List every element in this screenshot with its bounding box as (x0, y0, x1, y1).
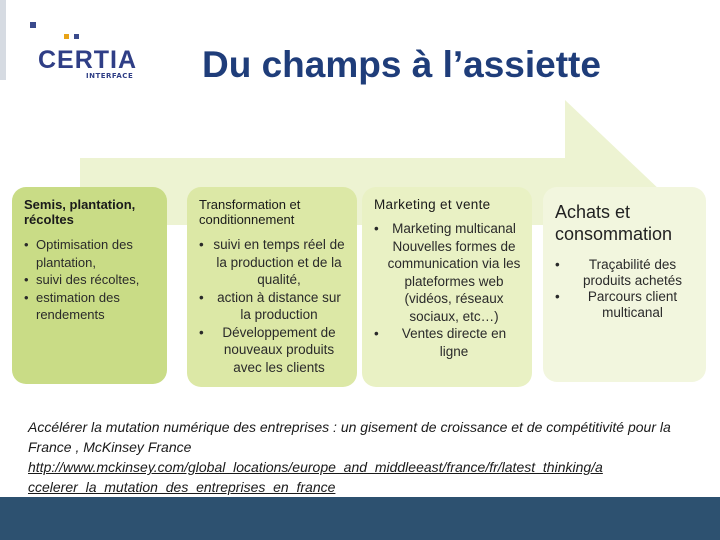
stage-item: • estimation des rendements (24, 289, 157, 324)
stage-box-processing (187, 187, 357, 387)
stage-items (199, 236, 347, 376)
logo-tagline: INTERFACE (86, 72, 134, 80)
stage-box-sowing (12, 187, 167, 384)
stage-heading: Marketing et vente (374, 197, 491, 212)
stage-item: • Traçabilité des produits achetés (555, 257, 696, 289)
stage-heading: Achats et consommation (555, 202, 673, 244)
source-link-line2: ccelerer_la_mutation_des_entreprises_en_france (28, 479, 336, 495)
stage-item: • action à distance sur la production (199, 289, 347, 324)
source-note (28, 417, 708, 497)
stage-heading: Transformation et conditionnement (199, 197, 301, 227)
stage-item: • Optimisation des plantation, (24, 236, 157, 271)
stage-item: • Ventes directe en ligne (374, 325, 522, 360)
stage-box-consumption (543, 187, 706, 382)
footer-bar (0, 497, 720, 540)
stage-item: • suivi en temps réel de la production et de la qualité, (199, 236, 347, 289)
slide-title: Du champs à l’assiette (202, 44, 601, 85)
stage-items (555, 257, 696, 321)
source-link[interactable] (28, 459, 603, 495)
stage-items (24, 236, 157, 324)
source-citation: Accélérer la mutation numérique des entreprises : un gisement de croissance et de compétitivité pour la France , McKinsey France (28, 419, 671, 455)
source-link-line1: http://www.mckinsey.com/global_locations/europe_and_middleeast/france/fr/latest_thinking/a (28, 459, 603, 475)
stage-box-marketing (362, 187, 532, 387)
stage-item: • suivi des récoltes, (24, 271, 157, 289)
stage-item: • Parcours client multicanal (555, 289, 696, 321)
logo-wordmark: CERTIA (38, 46, 138, 74)
stage-heading: Semis, plantation, récoltes (24, 197, 136, 227)
stage-items (374, 220, 522, 360)
stage-item: • Développement de nouveaux produits avec les clients (199, 324, 347, 377)
stage-item: • Marketing multicanal Nouvelles formes de communication via les plateformes web (vidéos, réseaux sociaux, etc…) (374, 220, 522, 325)
